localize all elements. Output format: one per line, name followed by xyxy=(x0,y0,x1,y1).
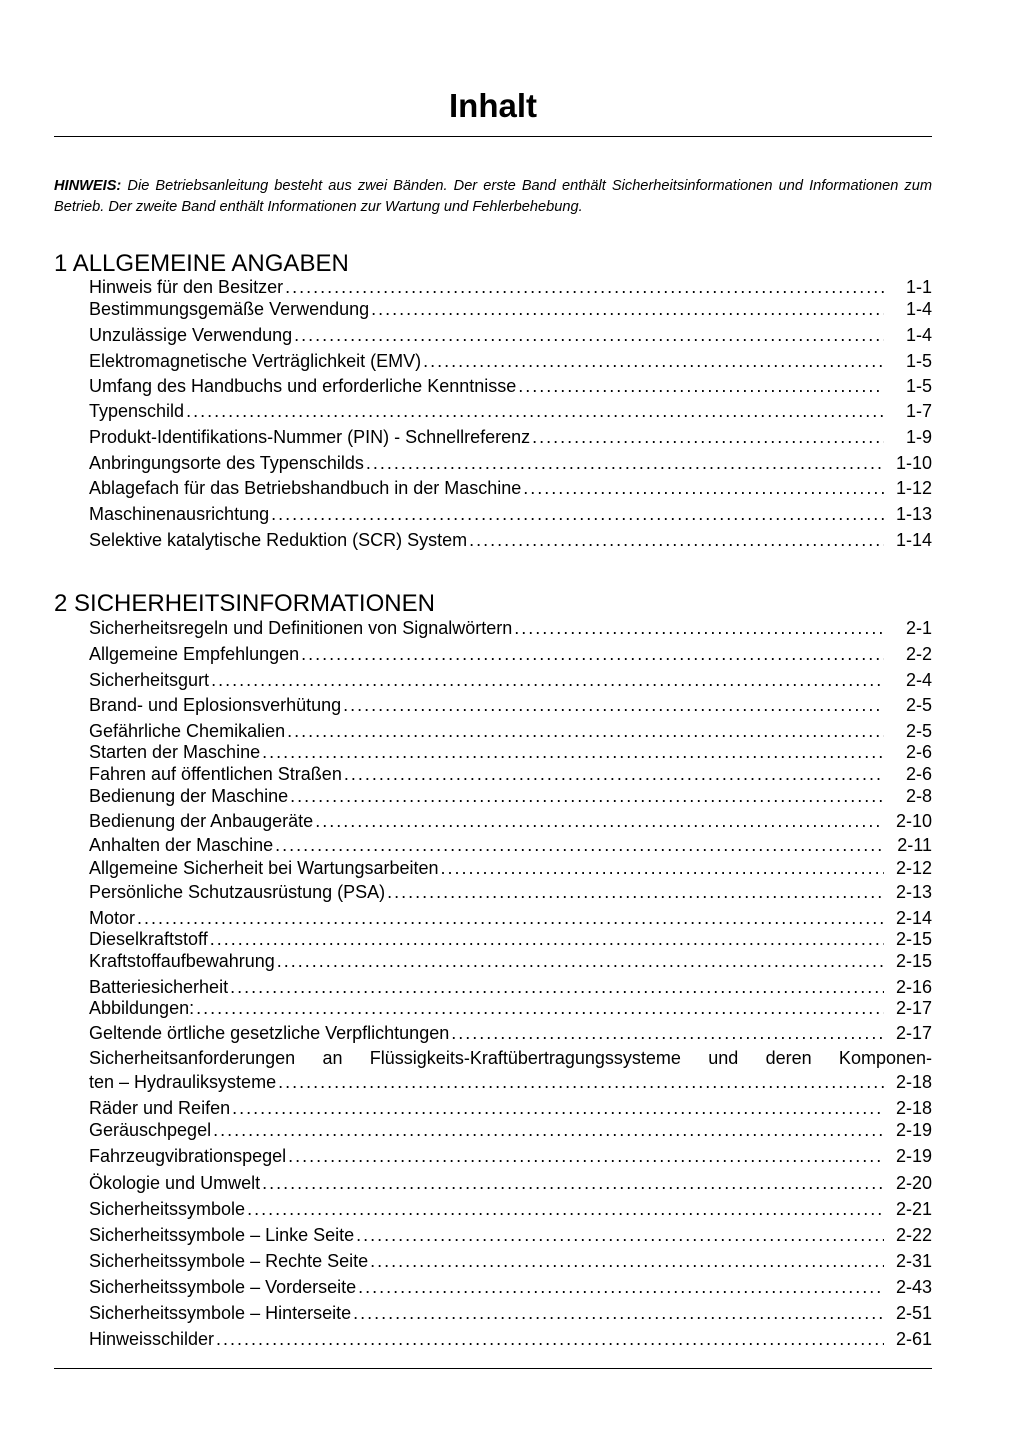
toc-entry[interactable] xyxy=(89,1096,932,1120)
dot-leader xyxy=(441,856,884,880)
toc-entry[interactable] xyxy=(89,668,932,692)
dot-leader xyxy=(315,809,884,833)
toc-entry[interactable] xyxy=(89,1118,932,1142)
dot-leader xyxy=(371,297,884,321)
dot-leader xyxy=(211,668,884,692)
toc-entry[interactable] xyxy=(89,1301,932,1325)
toc-entry-text: Allgemeine Sicherheit bei Wartungsarbeiten xyxy=(89,858,439,878)
toc-entry[interactable] xyxy=(89,297,932,321)
dot-leader xyxy=(288,1144,884,1168)
dot-leader xyxy=(518,374,884,398)
toc-entry-page: 2-6 xyxy=(905,742,932,762)
bottom-divider xyxy=(54,1368,932,1369)
dot-leader xyxy=(469,528,884,552)
dot-leader xyxy=(532,425,884,449)
toc-entry[interactable] xyxy=(89,1327,932,1351)
dot-leader xyxy=(216,1327,884,1351)
toc-entry-page: 2-17 xyxy=(895,1023,932,1043)
toc-entry-text: Sicherheitsgurt xyxy=(89,670,210,690)
toc-entry-page: 2-17 xyxy=(895,998,932,1018)
toc-entry-text: Batteriesicherheit xyxy=(89,977,229,997)
dot-leader xyxy=(370,1249,884,1273)
section-heading: 2 SICHERHEITSINFORMATIONEN xyxy=(54,590,435,617)
toc-entry[interactable] xyxy=(89,616,932,640)
toc-entry-page: 2-20 xyxy=(895,1173,932,1193)
toc-entry-text: Dieselkraftstoff xyxy=(89,929,208,949)
toc-entry-page: 1-9 xyxy=(905,427,932,447)
toc-entry-page: 2-18 xyxy=(895,1072,932,1092)
toc-entry-text: Räder und Reifen xyxy=(89,1098,231,1118)
toc-entry-text: Sicherheitssymbole – Linke Seite xyxy=(89,1225,355,1245)
toc-entry[interactable] xyxy=(89,425,932,449)
dot-leader xyxy=(343,693,884,717)
toc-entry-text: Sicherheitssymbole – Rechte Seite xyxy=(89,1251,369,1271)
toc-entry-text: Sicherheitssymbole – Vorderseite xyxy=(89,1277,357,1297)
toc-entry[interactable] xyxy=(89,856,932,880)
toc-entry[interactable] xyxy=(89,275,932,299)
toc-entry-text: Anbringungsorte des Typenschilds xyxy=(89,453,364,473)
toc-entry-page: 1-4 xyxy=(905,325,932,345)
toc-entry-page: 1-5 xyxy=(905,376,932,396)
toc-entry[interactable] xyxy=(89,374,932,398)
dot-leader xyxy=(285,275,884,299)
toc-entry[interactable] xyxy=(89,451,932,475)
dot-leader xyxy=(275,833,884,857)
dot-leader xyxy=(301,642,884,666)
toc-entry-page: 1-4 xyxy=(905,299,932,319)
dot-leader xyxy=(271,502,884,526)
toc-entry[interactable] xyxy=(89,1223,932,1247)
toc-entry[interactable] xyxy=(89,476,932,500)
dot-leader xyxy=(423,349,884,373)
toc-entry[interactable] xyxy=(89,1249,932,1273)
page-title: Inhalt xyxy=(449,87,537,124)
toc-entry[interactable] xyxy=(89,809,932,833)
toc-entry-text: Typenschild xyxy=(89,401,185,421)
dot-leader xyxy=(262,740,884,764)
toc-entry-text: Ökologie und Umwelt xyxy=(89,1173,261,1193)
toc-entry-page: 2-22 xyxy=(895,1225,932,1245)
toc-entry-page: 1-1 xyxy=(905,277,932,297)
toc-entry-text: Motor xyxy=(89,908,136,928)
toc-entry-text: Hinweis für den Besitzer xyxy=(89,277,284,297)
dot-leader xyxy=(387,880,884,904)
toc-entry[interactable] xyxy=(89,1171,932,1195)
toc-entry[interactable] xyxy=(89,949,932,973)
toc-entry-text: Umfang des Handbuchs und erforderliche Kenntnisse xyxy=(89,376,517,396)
toc-entry-page: 2-19 xyxy=(895,1120,932,1140)
toc-entry[interactable] xyxy=(89,1021,932,1045)
toc-entry[interactable] xyxy=(89,399,932,423)
toc-entry-page: 1-12 xyxy=(895,478,932,498)
dot-leader xyxy=(366,451,884,475)
toc-entry-text: Persönliche Schutzausrüstung (PSA) xyxy=(89,882,386,902)
toc-entry-page: 2-51 xyxy=(895,1303,932,1323)
toc-entry[interactable] xyxy=(89,528,932,552)
toc-entry-text: Anhalten der Maschine xyxy=(89,835,274,855)
toc-entry[interactable] xyxy=(89,927,932,951)
toc-entry-page: 2-43 xyxy=(895,1277,932,1297)
toc-entry[interactable] xyxy=(89,349,932,373)
toc-entry-text: Ablagefach für das Betriebshandbuch in der Maschine xyxy=(89,478,522,498)
toc-entry-page: 2-15 xyxy=(895,951,932,971)
dot-leader xyxy=(262,1171,884,1195)
dot-leader xyxy=(514,616,884,640)
toc-entry-page: 2-8 xyxy=(905,786,932,806)
toc-entry[interactable] xyxy=(89,1275,932,1299)
toc-entry-text: Allgemeine Empfehlungen xyxy=(89,644,300,664)
toc-entry-page: 2-5 xyxy=(905,695,932,715)
toc-entry-page: 2-21 xyxy=(895,1199,932,1219)
note xyxy=(54,176,932,218)
toc-entry-page: 2-4 xyxy=(905,670,932,690)
dot-leader xyxy=(523,476,884,500)
dot-leader xyxy=(277,949,884,973)
toc-entry-page: 2-1 xyxy=(905,618,932,638)
dot-leader xyxy=(294,323,884,347)
toc-entry-text: Kraftstoffaufbewahrung xyxy=(89,951,275,971)
toc-entry-text: Produkt-Identifikations-Nummer (PIN) - Schnellreferenz xyxy=(89,427,531,447)
dot-leader xyxy=(213,1118,884,1142)
toc-entry[interactable] xyxy=(89,740,932,764)
toc-entry-text: Elektromagnetische Verträglichkeit (EMV) xyxy=(89,351,422,371)
toc-entry-page: 2-11 xyxy=(897,835,932,855)
toc-entry[interactable] xyxy=(89,833,932,857)
toc-entry-text: Maschinenausrichtung xyxy=(89,504,270,524)
toc-entry-text: Selektive katalytische Reduktion (SCR) System xyxy=(89,530,468,550)
toc-entry[interactable] xyxy=(89,880,932,904)
dot-leader xyxy=(278,1070,884,1094)
toc-entry-text: Sicherheitssymbole – Hinterseite xyxy=(89,1303,352,1323)
toc-entry-page: 1-5 xyxy=(905,351,932,371)
toc-entry[interactable] xyxy=(89,1197,932,1221)
toc-entry[interactable] xyxy=(89,642,932,666)
toc-entry-text: Sicherheitsregeln und Definitionen von Signalwörtern xyxy=(89,618,513,638)
toc-entry-text: Fahrzeugvibrationspegel xyxy=(89,1146,287,1166)
note-text: Die Betriebsanleitung besteht aus zwei Bänden. Der erste Band enthält Sicherheitsinformationen und Informationen zum Betrieb. Der zweite Band enthält Informationen zur Wartung und Fehlerbehebung. xyxy=(54,178,932,215)
toc-entry-text: Sicherheitssymbole xyxy=(89,1199,246,1219)
dot-leader xyxy=(186,399,884,423)
toc-entry-page: 2-6 xyxy=(905,764,932,784)
toc-entry-text: Sicherheitsanforderungen an Flüssigkeits-Kraftübertragungssysteme und deren Komponen- xyxy=(89,1048,932,1068)
toc-entry-page: 2-16 xyxy=(895,977,932,997)
toc-entry-text: Starten der Maschine xyxy=(89,742,261,762)
toc-entry-text: Geräuschpegel xyxy=(89,1120,212,1140)
toc-entry-text: Brand- und Eplosionsverhütung xyxy=(89,695,342,715)
toc-entry-text: Geltende örtliche gesetzliche Verpflichtungen xyxy=(89,1023,450,1043)
toc-entry-page: 2-18 xyxy=(895,1098,932,1118)
toc-entry[interactable] xyxy=(89,762,932,786)
toc-entry-page: 2-14 xyxy=(895,908,932,928)
toc-entry-page: 2-10 xyxy=(895,811,932,831)
dot-leader xyxy=(290,784,884,808)
top-divider xyxy=(54,136,932,137)
dot-leader xyxy=(353,1301,884,1325)
dot-leader xyxy=(451,1021,884,1045)
toc-entry-page: 2-2 xyxy=(905,644,932,664)
toc-entry[interactable] xyxy=(89,693,932,717)
dot-leader xyxy=(344,762,884,786)
toc-entry[interactable] xyxy=(89,784,932,808)
toc-entry[interactable] xyxy=(89,502,932,526)
toc-entry[interactable] xyxy=(89,1046,932,1094)
toc-entry-page: 2-15 xyxy=(895,929,932,949)
dot-leader xyxy=(247,1197,884,1221)
toc-entry-page: 1-10 xyxy=(895,453,932,473)
dot-leader xyxy=(196,996,884,1020)
toc-entry-text: Hinweisschilder xyxy=(89,1329,215,1349)
section-heading: 1 ALLGEMEINE ANGABEN xyxy=(54,250,349,277)
note-label: HINWEIS: xyxy=(54,178,122,194)
toc-entry-page: 1-13 xyxy=(895,504,932,524)
toc-entry-page: 1-7 xyxy=(905,401,932,421)
toc-entry-text: Gefährliche Chemikalien xyxy=(89,721,286,741)
toc-entry-page: 2-12 xyxy=(895,858,932,878)
dot-leader xyxy=(210,927,884,951)
dot-leader xyxy=(358,1275,884,1299)
dot-leader xyxy=(356,1223,884,1247)
toc-entry[interactable] xyxy=(89,323,932,347)
toc-entry-text: Bedienung der Anbaugeräte xyxy=(89,811,314,831)
toc-entry-page: 2-61 xyxy=(895,1329,932,1349)
toc-entry-text: Bedienung der Maschine xyxy=(89,786,289,806)
dot-leader xyxy=(232,1096,884,1120)
toc-entry-page: 2-13 xyxy=(895,882,932,902)
toc-entry-text: Unzulässige Verwendung xyxy=(89,325,293,345)
toc-entry-page: 2-19 xyxy=(895,1146,932,1166)
toc-entry-text: Abbildungen: xyxy=(89,998,195,1018)
toc-entry-text: Bestimmungsgemäße Verwendung xyxy=(89,299,370,319)
toc-entry[interactable] xyxy=(89,1144,932,1168)
toc-entry-text-continued: ten – Hydrauliksysteme xyxy=(89,1072,277,1092)
toc-entry-page: 2-31 xyxy=(895,1251,932,1271)
toc-entry-page: 2-5 xyxy=(905,721,932,741)
toc-entry-text: Fahren auf öffentlichen Straßen xyxy=(89,764,342,784)
toc-entry-page: 1-14 xyxy=(895,530,932,550)
toc-entry[interactable] xyxy=(89,996,932,1020)
